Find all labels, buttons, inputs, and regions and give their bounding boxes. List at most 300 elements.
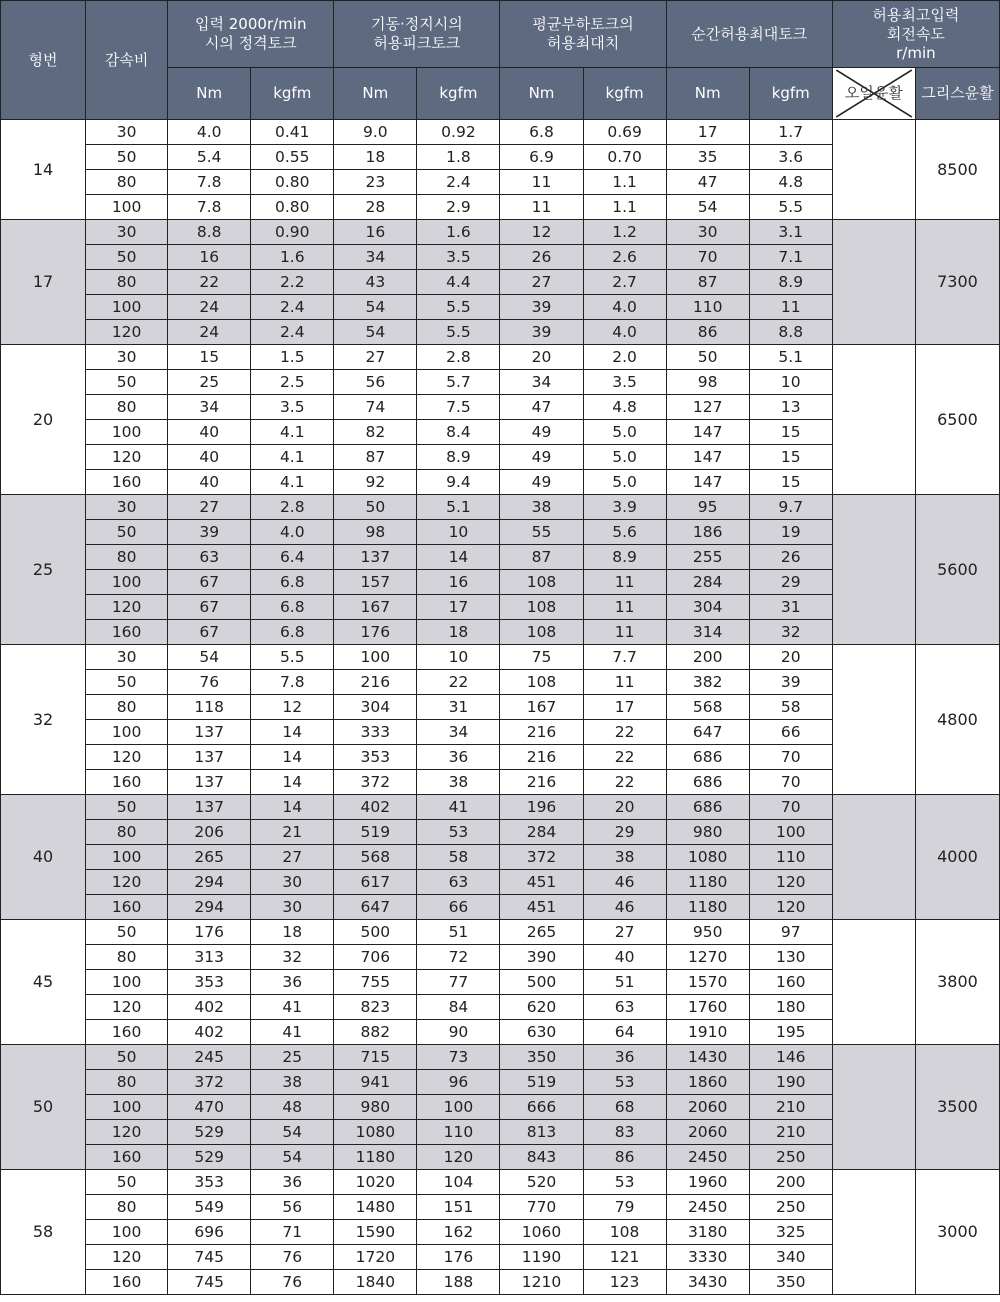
header-avg-torque-line2: 허용최대치 [546,34,620,52]
grease-speed-cell: 4800 [915,645,999,795]
value-cell: 5.4 [168,145,251,170]
oil-label: 오일윤활 [844,84,903,102]
value-cell: 2.5 [251,370,334,395]
value-cell: 176 [168,920,251,945]
value-cell: 17 [666,120,749,145]
table-row [1,1170,1000,1195]
value-cell: 4.0 [251,520,334,545]
value-cell: 40 [168,470,251,495]
value-cell: 130 [749,945,832,970]
value-cell: 0.92 [417,120,500,145]
value-cell: 36 [417,745,500,770]
value-cell: 206 [168,820,251,845]
ratio-cell: 100 [86,570,168,595]
value-cell: 216 [500,720,583,745]
value-cell: 27 [168,495,251,520]
ratio-cell: 120 [86,1245,168,1270]
value-cell: 210 [749,1095,832,1120]
value-cell: 3.6 [749,145,832,170]
value-cell: 402 [334,795,417,820]
value-cell: 216 [500,745,583,770]
value-cell: 2.8 [417,345,500,370]
header-oil-lubrication [832,68,915,120]
ratio-cell: 100 [86,1220,168,1245]
value-cell: 108 [500,670,583,695]
value-cell: 284 [666,570,749,595]
value-cell: 250 [749,1195,832,1220]
ratio-cell: 30 [86,645,168,670]
value-cell: 98 [334,520,417,545]
header-ratio: 감속비 [86,1,168,120]
value-cell: 520 [500,1170,583,1195]
value-cell: 70 [666,245,749,270]
value-cell: 1020 [334,1170,417,1195]
value-cell: 941 [334,1070,417,1095]
value-cell: 3330 [666,1245,749,1270]
value-cell: 4.1 [251,470,334,495]
value-cell: 6.8 [251,570,334,595]
value-cell: 137 [168,745,251,770]
value-cell: 0.41 [251,120,334,145]
value-cell: 745 [168,1270,251,1295]
value-cell: 41 [417,795,500,820]
value-cell: 147 [666,420,749,445]
value-cell: 63 [417,870,500,895]
table-header [1,1,1000,120]
value-cell: 372 [334,770,417,795]
value-cell: 167 [500,695,583,720]
model-cell: 17 [1,220,86,345]
value-cell: 87 [500,545,583,570]
ratio-cell: 50 [86,1045,168,1070]
value-cell: 20 [583,795,666,820]
value-cell: 340 [749,1245,832,1270]
value-cell: 284 [500,820,583,845]
value-cell: 92 [334,470,417,495]
header-peak-torque-line2: 허용피크토크 [373,34,461,52]
value-cell: 706 [334,945,417,970]
value-cell: 73 [417,1045,500,1070]
value-cell: 5.6 [583,520,666,545]
value-cell: 23 [334,170,417,195]
value-cell: 696 [168,1220,251,1245]
value-cell: 29 [749,570,832,595]
value-cell: 500 [500,970,583,995]
grease-speed-cell: 8500 [915,120,999,220]
oil-speed-cell [832,645,915,795]
ratio-cell: 100 [86,720,168,745]
value-cell: 95 [666,495,749,520]
value-cell: 11 [749,295,832,320]
ratio-cell: 160 [86,620,168,645]
ratio-cell: 80 [86,945,168,970]
ratio-cell: 50 [86,1170,168,1195]
value-cell: 5.1 [417,495,500,520]
value-cell: 2.8 [251,495,334,520]
value-cell: 1180 [666,895,749,920]
model-cell: 20 [1,345,86,495]
value-cell: 27 [334,345,417,370]
value-cell: 70 [749,795,832,820]
value-cell: 1860 [666,1070,749,1095]
value-cell: 108 [583,1220,666,1245]
value-cell: 630 [500,1020,583,1045]
value-cell: 6.8 [500,120,583,145]
value-cell: 265 [500,920,583,945]
oil-speed-cell [832,345,915,495]
value-cell: 3.9 [583,495,666,520]
value-cell: 15 [749,470,832,495]
value-cell: 0.90 [251,220,334,245]
value-cell: 54 [251,1120,334,1145]
value-cell: 304 [334,695,417,720]
value-cell: 176 [334,620,417,645]
value-cell: 1060 [500,1220,583,1245]
value-cell: 108 [500,620,583,645]
value-cell: 529 [168,1120,251,1145]
value-cell: 3.5 [417,245,500,270]
value-cell: 79 [583,1195,666,1220]
value-cell: 620 [500,995,583,1020]
value-cell: 24 [168,320,251,345]
value-cell: 1760 [666,995,749,1020]
ratio-cell: 50 [86,920,168,945]
value-cell: 11 [583,570,666,595]
value-cell: 11 [500,195,583,220]
value-cell: 2.4 [251,320,334,345]
ratio-cell: 30 [86,120,168,145]
value-cell: 63 [168,545,251,570]
value-cell: 304 [666,595,749,620]
table-row [1,795,1000,820]
ratio-cell: 80 [86,695,168,720]
value-cell: 7.7 [583,645,666,670]
value-cell: 49 [500,420,583,445]
ratio-cell: 50 [86,670,168,695]
value-cell: 71 [251,1220,334,1245]
unit-kgfm: kgfm [583,68,666,120]
value-cell: 4.1 [251,420,334,445]
value-cell: 470 [168,1095,251,1120]
value-cell: 1480 [334,1195,417,1220]
value-cell: 167 [334,595,417,620]
value-cell: 1.5 [251,345,334,370]
grease-speed-cell: 4000 [915,795,999,920]
value-cell: 1840 [334,1270,417,1295]
value-cell: 72 [417,945,500,970]
value-cell: 647 [334,895,417,920]
grease-speed-cell: 3800 [915,920,999,1045]
value-cell: 84 [417,995,500,1020]
model-cell: 14 [1,120,86,220]
header-grease-lubrication: 그리스윤활 [915,68,999,120]
ratio-cell: 80 [86,545,168,570]
header-max-speed [832,1,999,68]
value-cell: 250 [749,1145,832,1170]
value-cell: 18 [334,145,417,170]
value-cell: 43 [334,270,417,295]
header-avg-torque [500,1,666,68]
value-cell: 58 [749,695,832,720]
value-cell: 5.0 [583,420,666,445]
table-body [1,120,1000,1295]
value-cell: 39 [500,320,583,345]
value-cell: 30 [251,870,334,895]
value-cell: 20 [500,345,583,370]
value-cell: 14 [251,745,334,770]
value-cell: 5.5 [417,295,500,320]
value-cell: 500 [334,920,417,945]
value-cell: 9.4 [417,470,500,495]
value-cell: 53 [583,1070,666,1095]
value-cell: 51 [417,920,500,945]
oil-speed-cell [832,120,915,220]
value-cell: 55 [500,520,583,545]
value-cell: 16 [417,570,500,595]
value-cell: 6.9 [500,145,583,170]
value-cell: 686 [666,745,749,770]
value-cell: 104 [417,1170,500,1195]
ratio-cell: 160 [86,895,168,920]
value-cell: 2060 [666,1120,749,1145]
value-cell: 353 [168,970,251,995]
value-cell: 49 [500,445,583,470]
value-cell: 10 [749,370,832,395]
value-cell: 86 [666,320,749,345]
value-cell: 11 [583,595,666,620]
value-cell: 127 [666,395,749,420]
value-cell: 10 [417,520,500,545]
value-cell: 147 [666,445,749,470]
value-cell: 137 [168,720,251,745]
value-cell: 5.5 [251,645,334,670]
value-cell: 4.0 [583,295,666,320]
header-rated-torque-line1: 입력 2000r/min [195,15,307,33]
value-cell: 146 [749,1045,832,1070]
ratio-cell: 80 [86,1195,168,1220]
grease-speed-cell: 3000 [915,1170,999,1295]
value-cell: 7.8 [251,670,334,695]
value-cell: 39 [168,520,251,545]
value-cell: 66 [417,895,500,920]
value-cell: 22 [583,770,666,795]
header-rated-torque-line2: 시의 정격토크 [204,34,297,52]
value-cell: 2.7 [583,270,666,295]
header-momentary-torque: 순간허용최대토크 [666,1,832,68]
ratio-cell: 80 [86,270,168,295]
value-cell: 66 [749,720,832,745]
value-cell: 519 [334,820,417,845]
value-cell: 255 [666,545,749,570]
value-cell: 30 [251,895,334,920]
value-cell: 100 [749,820,832,845]
ratio-cell: 160 [86,1270,168,1295]
value-cell: 1570 [666,970,749,995]
value-cell: 755 [334,970,417,995]
value-cell: 34 [500,370,583,395]
value-cell: 2.9 [417,195,500,220]
unit-kgfm: kgfm [749,68,832,120]
ratio-cell: 50 [86,245,168,270]
ratio-cell: 120 [86,995,168,1020]
ratio-cell: 50 [86,145,168,170]
value-cell: 186 [666,520,749,545]
unit-nm: Nm [334,68,417,120]
value-cell: 26 [500,245,583,270]
value-cell: 5.7 [417,370,500,395]
value-cell: 11 [500,170,583,195]
header-model: 형번 [1,1,86,120]
value-cell: 294 [168,895,251,920]
value-cell: 70 [749,770,832,795]
oil-speed-cell [832,1170,915,1295]
value-cell: 47 [666,170,749,195]
value-cell: 2450 [666,1195,749,1220]
value-cell: 67 [168,595,251,620]
value-cell: 46 [583,895,666,920]
model-cell: 50 [1,1045,86,1170]
value-cell: 108 [500,570,583,595]
value-cell: 1.1 [583,170,666,195]
value-cell: 8.8 [168,220,251,245]
value-cell: 7.5 [417,395,500,420]
value-cell: 8.4 [417,420,500,445]
model-cell: 40 [1,795,86,920]
ratio-cell: 120 [86,595,168,620]
value-cell: 20 [749,645,832,670]
value-cell: 54 [334,320,417,345]
ratio-cell: 100 [86,845,168,870]
value-cell: 41 [251,1020,334,1045]
value-cell: 76 [168,670,251,695]
value-cell: 8.9 [749,270,832,295]
value-cell: 110 [417,1120,500,1145]
value-cell: 137 [168,770,251,795]
value-cell: 83 [583,1120,666,1145]
value-cell: 17 [417,595,500,620]
value-cell: 176 [417,1245,500,1270]
value-cell: 151 [417,1195,500,1220]
value-cell: 16 [334,220,417,245]
header-max-speed-line3: r/min [896,43,936,62]
value-cell: 1180 [666,870,749,895]
value-cell: 1590 [334,1220,417,1245]
value-cell: 76 [251,1245,334,1270]
value-cell: 200 [749,1170,832,1195]
value-cell: 86 [583,1145,666,1170]
value-cell: 0.69 [583,120,666,145]
value-cell: 11 [583,620,666,645]
value-cell: 32 [749,620,832,645]
value-cell: 40 [168,420,251,445]
ratio-cell: 50 [86,520,168,545]
value-cell: 31 [749,595,832,620]
value-cell: 34 [417,720,500,745]
value-cell: 2.4 [251,295,334,320]
value-cell: 8.9 [417,445,500,470]
value-cell: 216 [334,670,417,695]
value-cell: 350 [500,1045,583,1070]
value-cell: 9.0 [334,120,417,145]
value-cell: 32 [251,945,334,970]
value-cell: 12 [251,695,334,720]
model-cell: 25 [1,495,86,645]
value-cell: 3430 [666,1270,749,1295]
value-cell: 82 [334,420,417,445]
value-cell: 54 [168,645,251,670]
value-cell: 68 [583,1095,666,1120]
value-cell: 118 [168,695,251,720]
value-cell: 549 [168,1195,251,1220]
value-cell: 1910 [666,1020,749,1045]
value-cell: 1180 [334,1145,417,1170]
value-cell: 333 [334,720,417,745]
value-cell: 14 [251,795,334,820]
value-cell: 6.8 [251,620,334,645]
model-cell: 32 [1,645,86,795]
value-cell: 188 [417,1270,500,1295]
value-cell: 568 [666,695,749,720]
value-cell: 5.0 [583,470,666,495]
header-max-speed-line2: 회전속도 [886,24,945,43]
value-cell: 196 [500,795,583,820]
header-peak-torque [334,1,500,68]
value-cell: 11 [583,670,666,695]
value-cell: 26 [749,545,832,570]
value-cell: 30 [666,220,749,245]
value-cell: 64 [583,1020,666,1045]
value-cell: 686 [666,770,749,795]
value-cell: 110 [666,295,749,320]
model-cell: 45 [1,920,86,1045]
grease-speed-cell: 6500 [915,345,999,495]
unit-kgfm: kgfm [251,68,334,120]
value-cell: 29 [583,820,666,845]
value-cell: 568 [334,845,417,870]
ratio-cell: 50 [86,370,168,395]
value-cell: 15 [749,420,832,445]
value-cell: 24 [168,295,251,320]
ratio-cell: 120 [86,745,168,770]
value-cell: 1.6 [251,245,334,270]
table-row [1,645,1000,670]
value-cell: 882 [334,1020,417,1045]
value-cell: 813 [500,1120,583,1145]
value-cell: 77 [417,970,500,995]
table-row [1,345,1000,370]
value-cell: 402 [168,995,251,1020]
value-cell: 53 [417,820,500,845]
value-cell: 22 [583,745,666,770]
value-cell: 325 [749,1220,832,1245]
value-cell: 137 [168,795,251,820]
value-cell: 120 [749,870,832,895]
table-row [1,920,1000,945]
value-cell: 180 [749,995,832,1020]
ratio-cell: 80 [86,395,168,420]
table-row [1,220,1000,245]
value-cell: 686 [666,795,749,820]
value-cell: 314 [666,620,749,645]
header-peak-torque-line1: 기동·정지시의 [371,15,463,33]
value-cell: 2.4 [417,170,500,195]
value-cell: 451 [500,895,583,920]
value-cell: 245 [168,1045,251,1070]
value-cell: 98 [666,370,749,395]
value-cell: 49 [500,470,583,495]
value-cell: 6.8 [251,595,334,620]
value-cell: 54 [666,195,749,220]
